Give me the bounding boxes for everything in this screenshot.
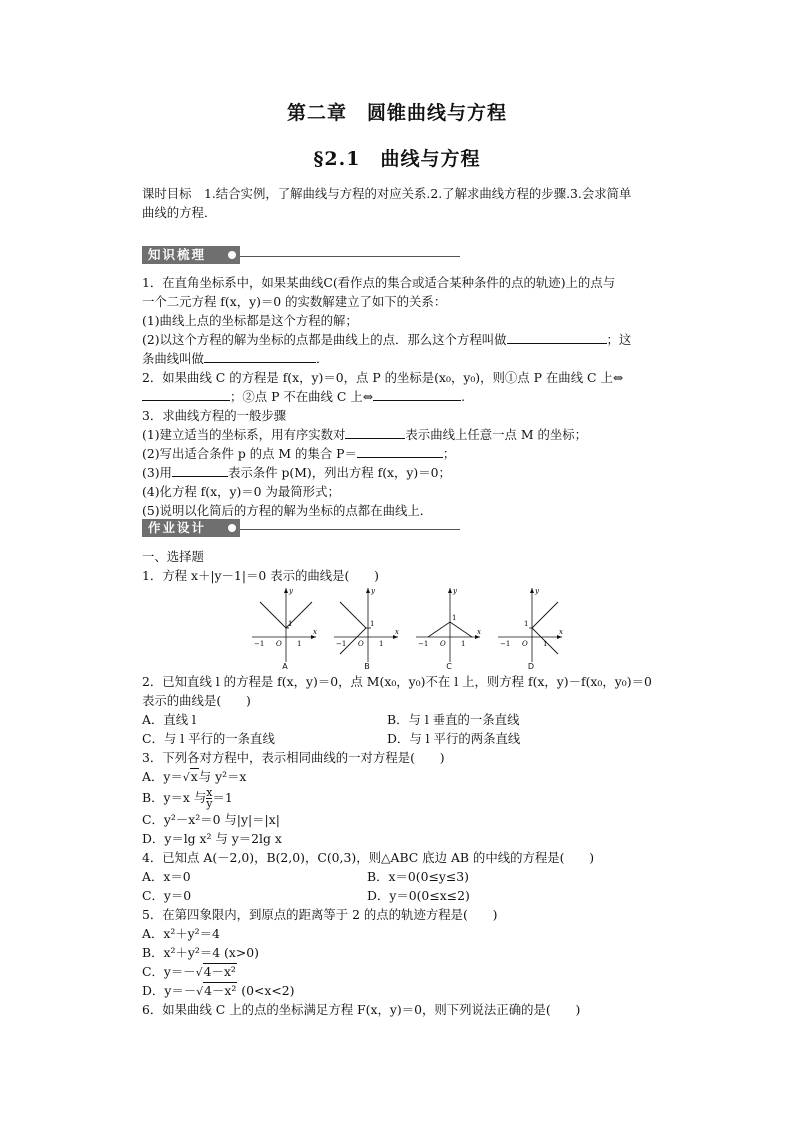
option-d: D．y＝0(0≤x≤2) xyxy=(367,888,470,903)
text-line xyxy=(142,444,682,463)
text-segment: ． xyxy=(315,351,329,366)
axis-y-label: y xyxy=(535,587,539,595)
text-segment: (0<x<2) xyxy=(237,983,295,998)
bullet-dot-icon xyxy=(228,524,236,532)
text-segment: C．y＝－ xyxy=(142,964,196,979)
figure-a xyxy=(250,584,320,674)
q4-options-row-1 xyxy=(142,867,682,886)
origin-label: O xyxy=(358,640,364,648)
tick-label: 1 xyxy=(452,614,457,622)
sqrt-symbol: √ xyxy=(196,985,204,998)
text-line: (1)曲线上点的坐标都是这个方程的解； xyxy=(142,313,358,328)
axis-x-label: x xyxy=(395,628,399,636)
figure-caption: D xyxy=(527,662,535,671)
option-b: B．x＝0(0≤y≤3) xyxy=(367,869,469,884)
objectives xyxy=(142,184,682,222)
q4-options-row-2 xyxy=(142,886,682,905)
answer-blank xyxy=(142,387,230,401)
question-3: 3．下列各对方程中，表示相同曲线的一对方程是( ) xyxy=(142,750,445,765)
tick-label: 1 xyxy=(370,620,375,628)
figure-caption: B xyxy=(364,662,370,671)
q3-option-a xyxy=(142,767,682,786)
graph-a xyxy=(250,584,320,664)
fraction-denominator: y xyxy=(206,797,213,810)
q5-option-b: B．x²＋y²＝4 (x>0) xyxy=(142,945,259,960)
answer-blank xyxy=(172,463,228,477)
origin-label: O xyxy=(440,640,446,648)
text-segment: ；②点 P 不在曲线 C 上⇔ xyxy=(230,389,374,404)
sqrt-symbol: √ xyxy=(195,966,203,979)
q1-figures xyxy=(250,584,570,674)
question-5: 5．在第四象限内，到原点的距离等于 2 的点的轨迹方程是( ) xyxy=(142,907,498,922)
q2-options-row-1 xyxy=(142,710,682,729)
tick-label: 1 xyxy=(461,640,466,648)
text-segment: (1)建立适当的坐标系，用有序实数对 xyxy=(142,427,346,442)
exercise-q1 xyxy=(142,547,682,585)
answer-blank xyxy=(204,349,316,363)
axis-x-label: x xyxy=(559,628,563,636)
q5-option-a: A．x²＋y²＝4 xyxy=(142,926,220,941)
text-line xyxy=(142,463,682,482)
axis-y-label: y xyxy=(371,587,375,595)
q3-option-b xyxy=(142,786,682,810)
question-2-line-2: 表示的曲线是( ) xyxy=(142,693,251,708)
radicand: 4－x² xyxy=(203,964,236,979)
text-segment: A．y＝ xyxy=(142,769,183,784)
fraction-numerator: x xyxy=(206,786,213,799)
radicand: x xyxy=(190,769,198,784)
tick-label: 1 xyxy=(288,620,293,628)
tick-label: −1 xyxy=(418,640,429,648)
q3-option-d: D．y＝lg x² 与 y＝2lg x xyxy=(142,831,282,846)
tick-label: 1 xyxy=(524,620,529,628)
q3-option-c: C．y²－x²＝0 与|y|＝|x| xyxy=(142,812,280,827)
axis-y-label: y xyxy=(453,587,457,595)
question-4: 4．已知点 A(－2,0)，B(2,0)，C(0,3)，则△ABC 底边 AB 的中线的方程是( ) xyxy=(142,850,595,865)
banner-rule xyxy=(240,529,460,530)
origin-label: O xyxy=(276,640,282,648)
text-segment: 表示条件 p(M)，列出方程 f(x，y)＝0； xyxy=(227,465,451,480)
option-a: A．直线 l xyxy=(142,712,197,727)
option-c: C．y＝0 xyxy=(142,888,192,903)
text-segment: (2)写出适合条件 p 的点 M 的集合 P＝ xyxy=(142,446,357,461)
option-a: A．x＝0 xyxy=(142,869,191,884)
option-c: C．与 l 平行的一条直线 xyxy=(142,731,275,746)
answer-blank xyxy=(507,330,607,344)
tick-label: 1 xyxy=(297,640,302,648)
section-title: §2.1 曲线与方程 xyxy=(313,148,481,170)
banner-knowledge-label: 知识梳理 xyxy=(142,246,240,264)
q2-options-row-2 xyxy=(142,729,682,748)
text-segment: . xyxy=(461,389,466,404)
text-line: (5)说明以化简后的方程的解为坐标的点都在曲线上． xyxy=(142,503,433,518)
question-1: 1．方程 x＋|y－1|＝0 表示的曲线是( ) xyxy=(142,568,380,583)
text-line: 2．如果曲线 C 的方程是 f(x，y)＝0，点 P 的坐标是(x₀，y₀)，则①点 P 在曲线 C 上⇔ xyxy=(142,370,624,385)
text-segment: ＝1 xyxy=(212,790,233,805)
text-segment: (3)用 xyxy=(142,465,172,480)
question-2-line-1: 2．已知直线 l 的方程是 f(x，y)＝0，点 M(x₀，y₀)不在 l 上，则方程 f(x，y)－f(x₀，y₀)＝0 xyxy=(142,674,652,689)
exercise-q2-q6 xyxy=(142,672,682,1019)
text-segment: B．y＝x 与 xyxy=(142,790,207,805)
answer-blank xyxy=(373,387,461,401)
radicand: 4－x² xyxy=(204,983,237,998)
figure-caption: C xyxy=(446,662,452,671)
figure-caption: A xyxy=(282,662,288,671)
text-line: (4)化方程 f(x，y)＝0 为最简形式； xyxy=(142,484,340,499)
text-segment: 表示曲线上任意一点 M 的坐标； xyxy=(405,427,588,442)
text-line: 1．在直角坐标系中，如果某曲线C(看作点的集合或适合某种条件的点的轨迹)上的点与 xyxy=(142,275,616,290)
text-line xyxy=(142,330,682,349)
banner-exercises-label: 作业设计 xyxy=(142,519,240,537)
text-segment: ；这 xyxy=(606,332,632,347)
origin-label: O xyxy=(522,640,528,648)
tick-label: 1 xyxy=(543,640,548,648)
q5-option-d xyxy=(142,981,682,1000)
q5-option-c xyxy=(142,962,682,981)
tick-label: −1 xyxy=(500,640,511,648)
figure-d xyxy=(496,584,566,674)
axis-x-label: x xyxy=(313,628,317,636)
text-line: 一个二元方程 f(x，y)＝0 的实数解建立了如下的关系： xyxy=(142,294,447,309)
objectives-line-1: 课时目标 1.结合实例，了解曲线与方程的对应关系.2.了解求曲线方程的步骤.3.会求简单 xyxy=(142,186,632,201)
axis-x-label: x xyxy=(477,628,481,636)
text-segment: (2)以这个方程的解为坐标的点都是曲线上的点．那么这个方程叫做 xyxy=(142,332,507,347)
bullet-dot-icon xyxy=(228,251,236,259)
graph-d xyxy=(496,584,566,664)
graph-c xyxy=(414,584,484,664)
objectives-line-2: 曲线的方程． xyxy=(142,205,217,220)
banner-rule xyxy=(240,256,460,257)
text-line xyxy=(142,349,682,368)
option-d: D．与 l 平行的两条直线 xyxy=(387,731,521,746)
figure-c xyxy=(414,584,484,674)
text-line: 3．求曲线方程的一般步骤 xyxy=(142,408,287,423)
figure-b xyxy=(332,584,402,674)
axis-y-label: y xyxy=(289,587,293,595)
sqrt-symbol: √ xyxy=(182,771,190,784)
tick-label: −1 xyxy=(336,640,347,648)
graph-b xyxy=(332,584,402,664)
section-heading: 一、选择题 xyxy=(142,549,204,564)
answer-blank xyxy=(345,425,405,439)
text-segment: 条曲线叫做 xyxy=(142,351,204,366)
text-line xyxy=(142,425,682,444)
question-6: 6．如果曲线 C 上的点的坐标满足方程 F(x，y)＝0，则下列说法正确的是( ) xyxy=(142,1002,581,1017)
text-segment: 与 y²＝x xyxy=(198,769,247,784)
tick-label: 1 xyxy=(379,640,384,648)
knowledge-section xyxy=(142,273,682,520)
tick-label: −1 xyxy=(254,640,265,648)
chapter-title: 第二章 圆锥曲线与方程 xyxy=(286,102,507,124)
text-line xyxy=(142,387,682,406)
text-segment: ； xyxy=(442,446,456,461)
answer-blank xyxy=(357,444,443,458)
text-segment: D．y＝－ xyxy=(142,983,197,998)
option-b: B．与 l 垂直的一条直线 xyxy=(387,712,520,727)
